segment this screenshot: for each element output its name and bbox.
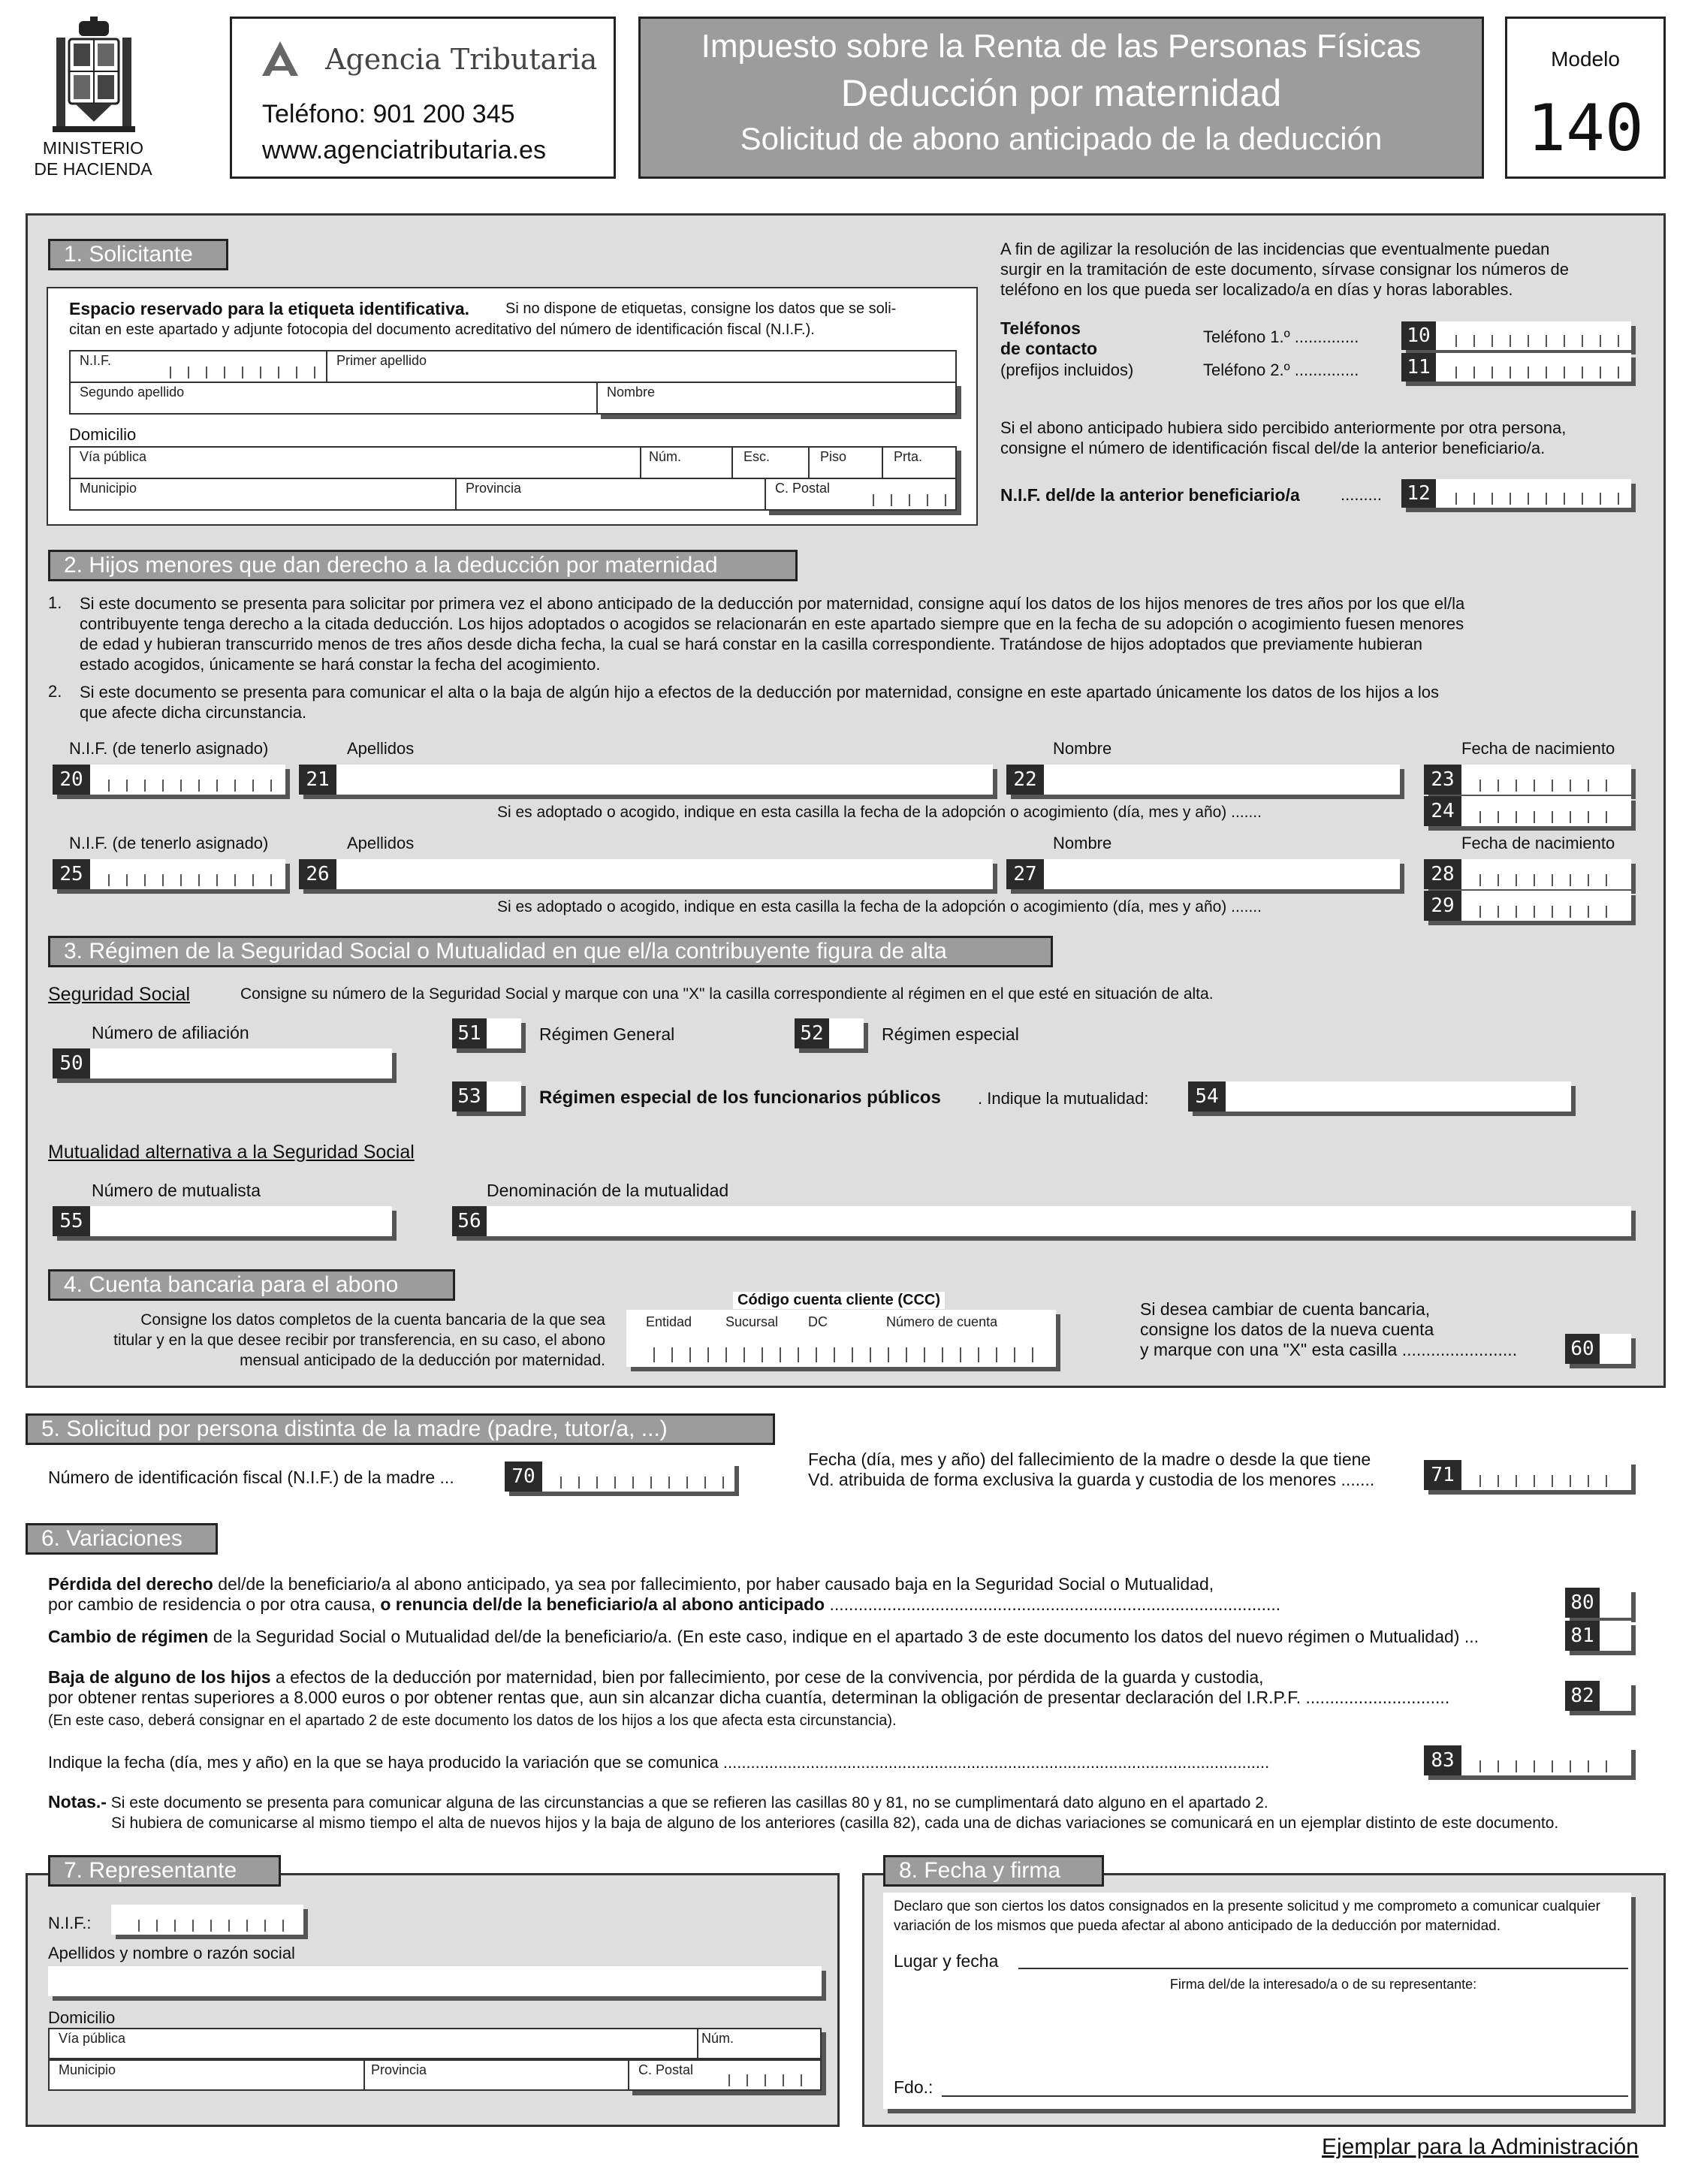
municipality-label: Municipio: [80, 481, 137, 496]
child2-birthdate-label: Fecha de nacimiento: [1461, 834, 1615, 852]
general-regime-label: Régimen General: [539, 1024, 675, 1044]
place-date-line: [1018, 1968, 1628, 1969]
section-1-title: 1. Solicitante: [48, 239, 228, 270]
loss-of-right-text: del/de la beneficiario/a al abono anticipado, ya sea por fallecimiento, por haber causado baja en la Seguridad Social o Mutualidad,: [213, 1574, 1214, 1594]
box-60: 60: [1565, 1334, 1600, 1364]
mutual-denomination-label: Denominación de la mutualidad: [487, 1181, 729, 1200]
alternative-mutual-heading: Mutualidad alternativa a la Seguridad Social: [48, 1142, 415, 1163]
section-3-title: 3. Régimen de la Seguridad Social o Mutualidad en que el/la contribuyente figura de alta: [48, 936, 1053, 967]
item1-line2: contribuyente tenga derecho a la citada deducción. Los hijos adoptados o acogidos se relacionarán en este apartado siempre que en la fecha de su adopción o acogimiento fuesen menores: [80, 614, 1464, 633]
bank-branch-label: Sucursal: [725, 1314, 779, 1329]
label-instructions-2: citan en este apartado y adjunte fotocopia del documento acreditativo del número de identificación fiscal (N.I.F.).: [69, 321, 815, 338]
signed-line: [942, 2095, 1628, 2097]
section-6-title: 6. Variaciones: [26, 1523, 218, 1555]
child1-surnames-field[interactable]: [299, 765, 993, 795]
box-28: 28: [1424, 859, 1461, 889]
phone2-label: Teléfono 2.º ..............: [1203, 360, 1359, 379]
municipality-field[interactable]: [69, 478, 457, 511]
representative-nif-label: N.I.F.:: [48, 1914, 92, 1932]
loss-of-right-text-2: por cambio de residencia o por otra causa,: [48, 1594, 381, 1614]
loss-of-right-line1: [48, 1574, 1214, 1594]
door-label: Prta.: [894, 449, 923, 464]
representative-nif-field[interactable]: [111, 1905, 303, 1935]
mutual-denomination-field[interactable]: [452, 1206, 1631, 1236]
loss-of-right-bold: Pérdida del derecho: [48, 1574, 213, 1594]
indicate-mutual-label: . Indique la mutualidad:: [978, 1089, 1149, 1108]
child-removal-line2: por obtener rentas superiores a 8.000 euros o por obtener rentas que, aun sin alcanzar dicha cuantía, determinan la obligación de presentar declaración del I.R.P.F. ..............................: [48, 1688, 1450, 1707]
domicile-label: Domicilio: [69, 425, 137, 444]
civil-servants-regime-label: Régimen especial de los funcionarios públicos: [539, 1087, 941, 1108]
child1-adoption-text: Si es adoptado o acogido, indique en esta casilla la fecha de la adopción o acogimiento (día, mes y año) .......: [497, 804, 1262, 821]
second-surname-label: Segundo apellido: [80, 385, 185, 400]
section-5-title: 5. Solicitud por persona distinta de la madre (padre, tutor/a, ...): [26, 1413, 775, 1445]
regime-change-text: de la Seguridad Social o Mutualidad del/de la beneficiario/a. (En este caso, indique en el apartado 3 de este documento los datos del nuevo régimen o Mutualidad) ...: [208, 1627, 1479, 1646]
box-56: 56: [452, 1206, 487, 1236]
child1-nif-label: N.I.F. (de tenerlo asignado): [69, 739, 269, 758]
label-instructions-bold: Espacio reservado para la etiqueta identificativa.: [69, 299, 470, 318]
signed-label: Fdo.:: [894, 2077, 933, 2097]
agency-web: www.agenciatributaria.es: [262, 136, 546, 164]
change-account-text-3: y marque con una "X" esta casilla ........................: [1140, 1340, 1518, 1359]
box-26: 26: [299, 859, 336, 889]
child-removal-bold: Baja de alguno de los hijos: [48, 1667, 271, 1687]
prior-nif-dots: .........: [1341, 485, 1383, 504]
box-51: 51: [452, 1018, 487, 1048]
social-security-instructions: Consigne su número de la Seguridad Social y marque con una "X" la casilla correspondiente al régimen en el que esté en situación de alta.: [240, 985, 1214, 1003]
mutualist-number-field[interactable]: [53, 1206, 392, 1236]
representative-postal-code-field[interactable]: [628, 2059, 822, 2091]
prior-nif-label: N.I.F. del/de la anterior beneficiario/a: [1000, 485, 1300, 505]
notes-bold: Notas.-: [48, 1792, 107, 1811]
agency-phone: Teléfono: 901 200 345: [262, 100, 515, 128]
box-83: 83: [1424, 1745, 1461, 1775]
staircase-field[interactable]: [731, 446, 810, 479]
ccc-label: Código cuenta cliente (CCC): [733, 1292, 945, 1309]
box-81: 81: [1565, 1621, 1600, 1651]
item1-line3: de edad y hubieran transcurrido menos de tres años desde dicha fecha, la cual se hará constar en la casilla correspondiente. Tratándose de hijos adoptados que previamente hubieran: [80, 635, 1423, 653]
box-27: 27: [1006, 859, 1044, 889]
change-account-text-1: Si desea cambiar de cuenta bancaria,: [1140, 1299, 1431, 1319]
notes-line2: Si hubiera de comunicarse al mismo tiempo el alta de nuevos hijos y la baja de alguno de los anteriores (casilla 82), cada una de dichas variaciones se comunicará en un ejemplar distinto de este documento.: [111, 1814, 1559, 1832]
modelo-label: Modelo: [1551, 47, 1620, 71]
box-52: 52: [795, 1018, 829, 1048]
bank-account-field[interactable]: [626, 1310, 1056, 1367]
representative-name-field[interactable]: [48, 1966, 822, 1996]
phone1-label: Teléfono 1.º ..............: [1203, 327, 1359, 346]
representative-municipality-field[interactable]: [48, 2059, 365, 2091]
floor-field[interactable]: [808, 446, 883, 479]
variation-date-label: Indique la fecha (día, mes y año) en la que se haya producido la variación que se comunica .......................................................................................................................: [48, 1753, 1270, 1772]
ministry-name-line2: DE HACIENDA: [34, 159, 152, 179]
bank-instructions-1: Consigne los datos completos de la cuenta bancaria de la que sea: [140, 1311, 605, 1329]
applicant-name-field[interactable]: [596, 382, 957, 415]
box-11: 11: [1401, 353, 1436, 382]
street-field[interactable]: [69, 446, 641, 479]
section-4-title: 4. Cuenta bancaria para el abono: [48, 1269, 455, 1301]
child-removal-line3: (En este caso, deberá consignar en el apartado 2 de este documento los datos de los hijos a los que afecta esta circunstancia).: [48, 1712, 897, 1729]
regime-change-line: [48, 1627, 1479, 1647]
second-surname-field[interactable]: [69, 382, 598, 415]
item1-line1: Si este documento se presenta para solicitar por primera vez el abono anticipado de la deducción por maternidad, consigne aquí los datos de los hijos menores de tres años por los que el/la: [80, 594, 1465, 613]
box-21: 21: [299, 765, 336, 795]
door-field[interactable]: [882, 446, 957, 479]
child2-name-label: Nombre: [1053, 834, 1112, 852]
child-removal-text: a efectos de la deducción por maternidad, bien por fallecimiento, por cese de la convivencia, por pérdida de la guarda y custodia,: [270, 1667, 1264, 1687]
label-instructions-1: Si no dispone de etiquetas, consigne los datos que se soli-: [505, 300, 897, 317]
modelo-number: 140: [1527, 91, 1644, 166]
child-removal-line1: [48, 1667, 1264, 1688]
item1-number: 1.: [48, 593, 62, 612]
item2-line2: que afecte dicha circunstancia.: [80, 703, 307, 722]
bank-dc-label: DC: [808, 1314, 828, 1329]
loss-of-right-dots: ..............................................................................................: [825, 1594, 1281, 1614]
box-54: 54: [1188, 1081, 1226, 1112]
item1-line4: estado acogidos, únicamente se hará constar la fecha del acogimiento.: [80, 655, 601, 674]
box-23: 23: [1424, 765, 1461, 795]
applicant-name-label: Nombre: [607, 385, 656, 400]
notes-line1: [48, 1792, 1268, 1812]
child2-adoption-text: Si es adoptado o acogido, indique en esta casilla la fecha de la adopción o acogimiento (día, mes y año) .......: [497, 898, 1262, 916]
contact-label: de contacto: [1000, 339, 1098, 358]
custody-date-text-1: Fecha (día, mes y año) del fallecimiento de la madre o desde la que tiene: [808, 1449, 1371, 1469]
title-subtitle: Solicitud de abono anticipado de la deducción: [740, 121, 1383, 156]
title-box: [638, 17, 1484, 179]
box-12: 12: [1401, 479, 1436, 508]
mutualist-number-label: Número de mutualista: [92, 1181, 261, 1200]
representative-province-field[interactable]: [363, 2059, 629, 2091]
custody-date-text-2: Vd. atribuida de forma exclusiva la guarda y custodia de los menores .......: [808, 1470, 1375, 1489]
regime-change-bold: Cambio de régimen: [48, 1627, 209, 1646]
province-label: Provincia: [466, 481, 522, 496]
change-account-text-2: consigne los datos de la nueva cuenta: [1140, 1320, 1434, 1339]
phones-label: Teléfonos: [1000, 318, 1081, 338]
representative-municipality-label: Municipio: [59, 2062, 116, 2077]
street-label: Vía pública: [80, 449, 147, 464]
box-50: 50: [53, 1048, 90, 1078]
prior-beneficiary-text-1: Si el abono anticipado hubiera sido percibido anteriormente por otra persona,: [1000, 418, 1567, 437]
child2-nif-label: N.I.F. (de tenerlo asignado): [69, 834, 269, 852]
affiliation-number-field[interactable]: [53, 1048, 392, 1078]
section-2-title: 2. Hijos menores que dan derecho a la deducción por maternidad: [48, 550, 798, 581]
social-security-heading: Seguridad Social: [48, 984, 191, 1005]
child2-name-field[interactable]: [1006, 859, 1400, 889]
coat-of-arms-logo: [53, 17, 135, 137]
agency-logo-icon: [261, 38, 300, 79]
declaration-line1: Declaro que son ciertos los datos consignados en la presente solicitud y me comprometo a comunicar cualquier: [894, 1899, 1600, 1914]
copy-destination-label: Ejemplar para la Administración: [1322, 2134, 1639, 2159]
representative-province-label: Provincia: [371, 2062, 427, 2077]
floor-label: Piso: [820, 449, 847, 464]
mother-nif-label: Número de identificación fiscal (N.I.F.) de la madre ...: [48, 1468, 454, 1487]
modelo-box: [1505, 17, 1666, 179]
contact-instructions-1: A fin de agilizar la resolución de las incidencias que eventualmente puedan: [1000, 240, 1550, 258]
child2-surnames-label: Apellidos: [347, 834, 415, 852]
agency-name: Agencia Tributaria: [325, 43, 598, 76]
declaration-line2: variación de los mismos que pueda afectar al abono anticipado de la deducción por maternidad.: [894, 1918, 1501, 1934]
box-71: 71: [1424, 1460, 1461, 1490]
bank-instructions-2: titular y en la que desee recibir por transferencia, en su caso, el abono: [113, 1332, 605, 1349]
postal-code-label: C. Postal: [775, 481, 831, 496]
child1-birthdate-label: Fecha de nacimiento: [1461, 739, 1615, 758]
nif-label: N.I.F.: [80, 353, 112, 368]
box-22: 22: [1006, 765, 1044, 795]
postal-code-field[interactable]: [765, 478, 957, 511]
notes-text-1: Si este documento se presenta para comunicar alguna de las circunstancias a que se refieren las casillas 80 y 81, no se cumplimentará dato alguno en el apartado 2.: [106, 1794, 1268, 1811]
child1-name-label: Nombre: [1053, 739, 1112, 758]
representative-street-number-field[interactable]: [697, 2028, 822, 2059]
representative-street-field[interactable]: [48, 2028, 698, 2059]
representative-name-label: Apellidos y nombre o razón social: [48, 1944, 295, 1962]
mutual-name-field[interactable]: [1188, 1081, 1571, 1112]
representative-street-number-label: Núm.: [701, 2031, 734, 2046]
street-number-label: Núm.: [649, 449, 682, 464]
signature-label: Firma del/de la interesado/a o de su representante:: [1169, 1977, 1477, 1992]
box-55: 55: [53, 1206, 90, 1236]
province-field[interactable]: [455, 478, 766, 511]
bank-entity-label: Entidad: [646, 1314, 692, 1329]
title-main: Deducción por maternidad: [840, 72, 1282, 114]
place-date-label: Lugar y fecha: [894, 1951, 999, 1971]
first-surname-field[interactable]: [326, 350, 957, 383]
section-8-title: 8. Fecha y firma: [883, 1855, 1104, 1887]
contact-instructions-3: teléfono en los que pueda ser localizado/a en días y horas laborables.: [1000, 280, 1513, 299]
title-tax: Impuesto sobre la Renta de las Personas Físicas: [701, 28, 1422, 65]
staircase-label: Esc.: [743, 449, 771, 464]
representative-domicile-label: Domicilio: [48, 2008, 116, 2027]
box-80: 80: [1565, 1588, 1600, 1618]
representative-street-label: Vía pública: [59, 2031, 126, 2046]
ministry-name-line1: MINISTERIO: [42, 138, 144, 158]
box-53: 53: [452, 1081, 487, 1112]
item2-line1: Si este documento se presenta para comunicar el alta o la baja de algún hijo a efectos de la deducción por maternidad, consigne en este apartado únicamente los datos de los hijos a los: [80, 683, 1440, 701]
box-20: 20: [53, 765, 90, 795]
representative-postal-code-label: C. Postal: [638, 2062, 694, 2077]
affiliation-number-label: Número de afiliación: [92, 1023, 249, 1042]
child2-surnames-field[interactable]: [299, 859, 993, 889]
agency-box: [230, 17, 616, 179]
special-regime-label: Régimen especial: [882, 1024, 1019, 1044]
bank-instructions-3: mensual anticipado de la deducción por maternidad.: [240, 1352, 605, 1369]
box-24: 24: [1424, 796, 1461, 826]
item2-number: 2.: [48, 682, 62, 701]
box-29: 29: [1424, 891, 1461, 921]
bank-account-number-label: Número de cuenta: [886, 1314, 998, 1329]
prior-beneficiary-text-2: consigne el número de identificación fiscal del/de la anterior beneficiario/a.: [1000, 439, 1546, 457]
box-70: 70: [505, 1462, 542, 1492]
waiver-bold: o renuncia del/de la beneficiario/a al abono anticipado: [380, 1594, 825, 1614]
child1-surnames-label: Apellidos: [347, 739, 415, 758]
box-10: 10: [1401, 321, 1436, 350]
prefixes-label: (prefijos incluidos): [1000, 360, 1134, 379]
box-82: 82: [1565, 1681, 1600, 1711]
street-number-field[interactable]: [640, 446, 733, 479]
loss-of-right-line2: [48, 1594, 1280, 1615]
first-surname-label: Primer apellido: [336, 353, 427, 368]
box-25: 25: [53, 859, 90, 889]
child1-name-field[interactable]: [1006, 765, 1400, 795]
applicant-nif-field[interactable]: [69, 350, 327, 383]
contact-instructions-2: surgir en la tramitación de este documento, sírvase consignar los números de: [1000, 260, 1569, 279]
section-7-title: 7. Representante: [48, 1855, 281, 1887]
